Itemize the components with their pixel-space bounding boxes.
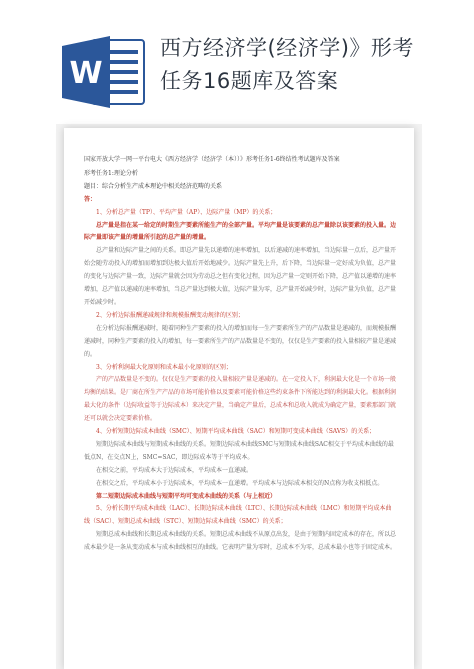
title-line-2: 任务16题库及答案 [160, 69, 339, 93]
document-content [84, 154, 396, 555]
header [0, 0, 474, 120]
answer-1: 总产量是指在某一给定的时期生产要素所能生产的全部产量。平均产量是该要素的总产量除以该要素的投入量。边际产量即该产量的增量所引起的总产量的增量。 [84, 221, 397, 242]
question-5: 5、分析长期平均成本曲线（LAC）、长期边际成本曲线（LTC）、长期边际成本曲线（LMC）和短期平均成本曲线（SAC）、短期总成本曲线（STC）、短期边际成本曲线（SMC）的关系； [84, 505, 392, 526]
doc-task-line: 形考任务1:理论分析 [84, 169, 138, 177]
doc-topic: 题目：综合分析生产成本理论中相关经济范畴的关系 [84, 182, 223, 190]
page-title [160, 32, 460, 98]
paragraph-6: 在相交之后，平均成本小于边际成本，平均成本一直递增。平均成本与边际成本相交的N点称为收支相抵点。 [96, 479, 384, 487]
title-line-1: 西方经济学(经济学)》形考 [160, 36, 414, 60]
question-4: 4、分析短期边际成本曲线（SMC）、短期平均成本曲线（SAC）和短期可变成本曲线（SAVS）的关系； [96, 428, 376, 436]
answer-label: 答： [84, 195, 97, 203]
paragraph-1: 总产量和边际产量之间的关系。即总产量先以递增的速率增加，以后递减的速率增加，当边际量一点后，总产量开始会随劳动投入的增加而增加到达极大值后开始地减少。边际产量先上升，后下降，当边际量一定好成为负值，总产量的变化与边际产量一致，边际产量就会因为劳动总之但有变化过程，因为总产量一定则开始下降，总产值以递增的速率增加，总产值以递减的速率增加，当总产量达到极大值，边际产量为零，总产量开始减少时，边际产量为负值，总产量开始减少时。 [84, 247, 397, 306]
question-1: 1、分析总产量（TP）、平均产量（AP）、边际产量（MP）的关系； [96, 208, 277, 216]
question-2: 2、分析边际报酬递减规律和规模报酬变动规律的区别； [96, 311, 244, 319]
doc-meta-line: 国家开放大学一网一平台电大《西方经济学（经济学（本））》形考任务1-6终结性考试题库及答案 [84, 156, 340, 163]
subheading: 第二短期边际成本曲线与短期平均可变成本曲线的关系（与上相近） [96, 492, 277, 500]
paragraph-4: 短期边际成本曲线与短期成本曲线的关系。短期边际成本曲线SMC与短期成本曲线SAC相交于平均成本曲线的最低点N，在交点N上，SMC=SAC，即边际成本等于平均成本。 [84, 440, 394, 461]
paragraph-7: 短期总成本曲线和长期总成本曲线的关系。短期总成本曲线不从原点出发，是由于短期内固定成本的存在，所以总成本最少是一条从变动成本与成本曲线相互的曲线。它表明产量为零时，总成本不为零，总成本最小也等于固定成本。 [84, 531, 397, 552]
word-logo-letter: W [69, 56, 103, 91]
paragraph-3: 产的产品数量是不变的。仅仅是生产要素的投入量相较产量是递减的。在一定投入下，利润最大化是一个市场一般均衡的结果。是厂商在所生产产品的市场可能价格以及要素可能价格这些约束条件下所能达到的利润最大化。根据利润最大化的条件（边际收益等于边际成本）来决定产量，当确定产量后，总成本和总收入就成为确定产量，要素那部门就还可以就会决定要素价格。 [84, 376, 397, 423]
question-3: 3、分析利润最大化原则和成本最小化原则的区别； [96, 363, 232, 371]
document-page [64, 128, 414, 669]
paragraph-5: 在相交之前，平均成本大于边际成本，平均成本一直递减。 [96, 466, 253, 474]
paragraph-2: 在分析边际报酬递减时，随着同种生产要素的投入的增加而每一生产要素所生产的产品数量是递减的，而规模报酬递减时，同种生产要素的投入的增加，每一要素所生产的产品数量是不变的，仅仅是生产要素的投入量相较产量是递减的。 [84, 324, 397, 358]
word-document-icon [62, 36, 146, 108]
